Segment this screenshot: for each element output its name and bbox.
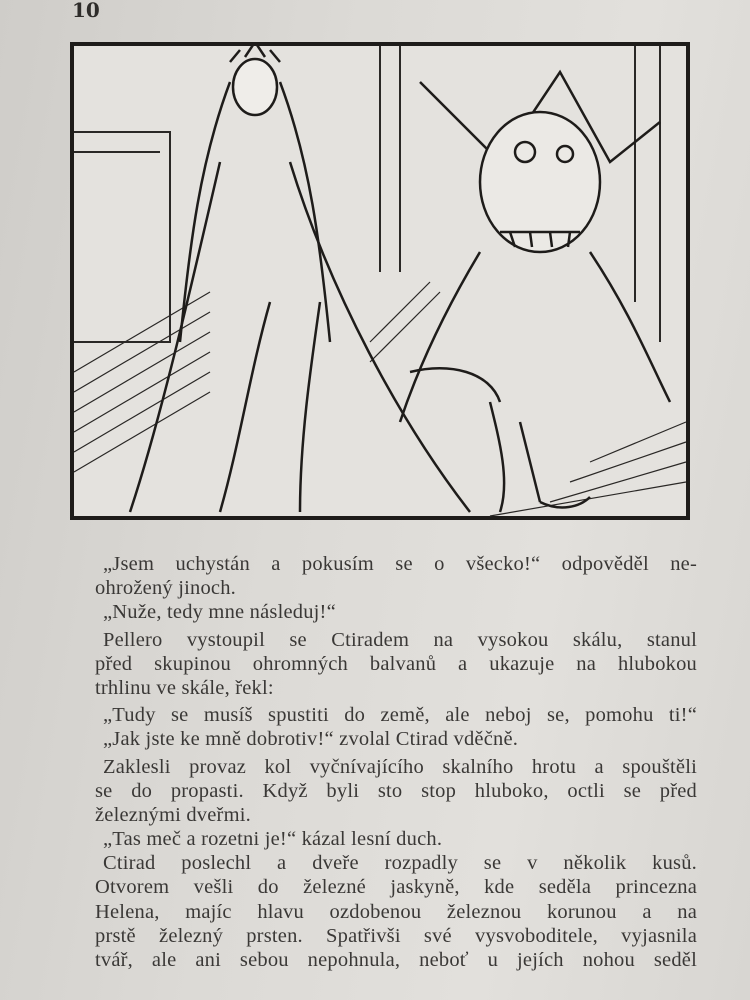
text-line: se do propasti. Když byli sto stop hluboko, octli se před bbox=[95, 779, 697, 802]
text-line: Helena, majíc hlavu ozdobenou železnou korunou a na bbox=[95, 900, 697, 923]
body-text bbox=[95, 552, 697, 972]
page-number: 10 bbox=[72, 0, 100, 22]
text-line: „Tudy se musíš spustiti do země, ale neboj se, pomohu ti!“ bbox=[103, 704, 697, 727]
text-line: „Tas meč a rozetni je!“ kázal lesní duch. bbox=[103, 828, 443, 851]
illustration bbox=[70, 42, 690, 520]
text-line: Pellero vystoupil se Ctiradem na vysokou skálu, stanul bbox=[103, 628, 697, 651]
text-line: trhlinu ve skále, řekl: bbox=[95, 676, 274, 699]
text-line: tvář, ale ani sebou nepohnula, neboť u jejích nohou seděl bbox=[95, 949, 697, 971]
text-line: Zaklesli provaz kol vyčnívajícího skalního hrotu a spouštěli bbox=[103, 755, 697, 778]
text-line: „Jak jste ke mně dobrotiv!“ zvolal Ctirad vděčně. bbox=[103, 728, 519, 751]
text-line: Otvorem vešli do železné jaskyně, kde seděla princezna bbox=[95, 876, 697, 899]
text-line: prstě železný prsten. Spatřivši své vysvoboditele, vyjasnila bbox=[95, 924, 697, 947]
text-line: železnými dveřmi. bbox=[95, 803, 251, 826]
text-line: Ctirad poslechl a dveře rozpadly se v několik kusů. bbox=[103, 852, 697, 875]
text-line: „Jsem uchystán a pokusím se o všecko!“ odpověděl ne- bbox=[103, 553, 697, 575]
text-line: ohrožený jinoch. bbox=[95, 577, 236, 600]
text-line: „Nuže, tedy mne následuj!“ bbox=[103, 601, 336, 624]
text-line: před skupinou ohromných balvanů a ukazuje na hlubokou bbox=[95, 652, 697, 675]
